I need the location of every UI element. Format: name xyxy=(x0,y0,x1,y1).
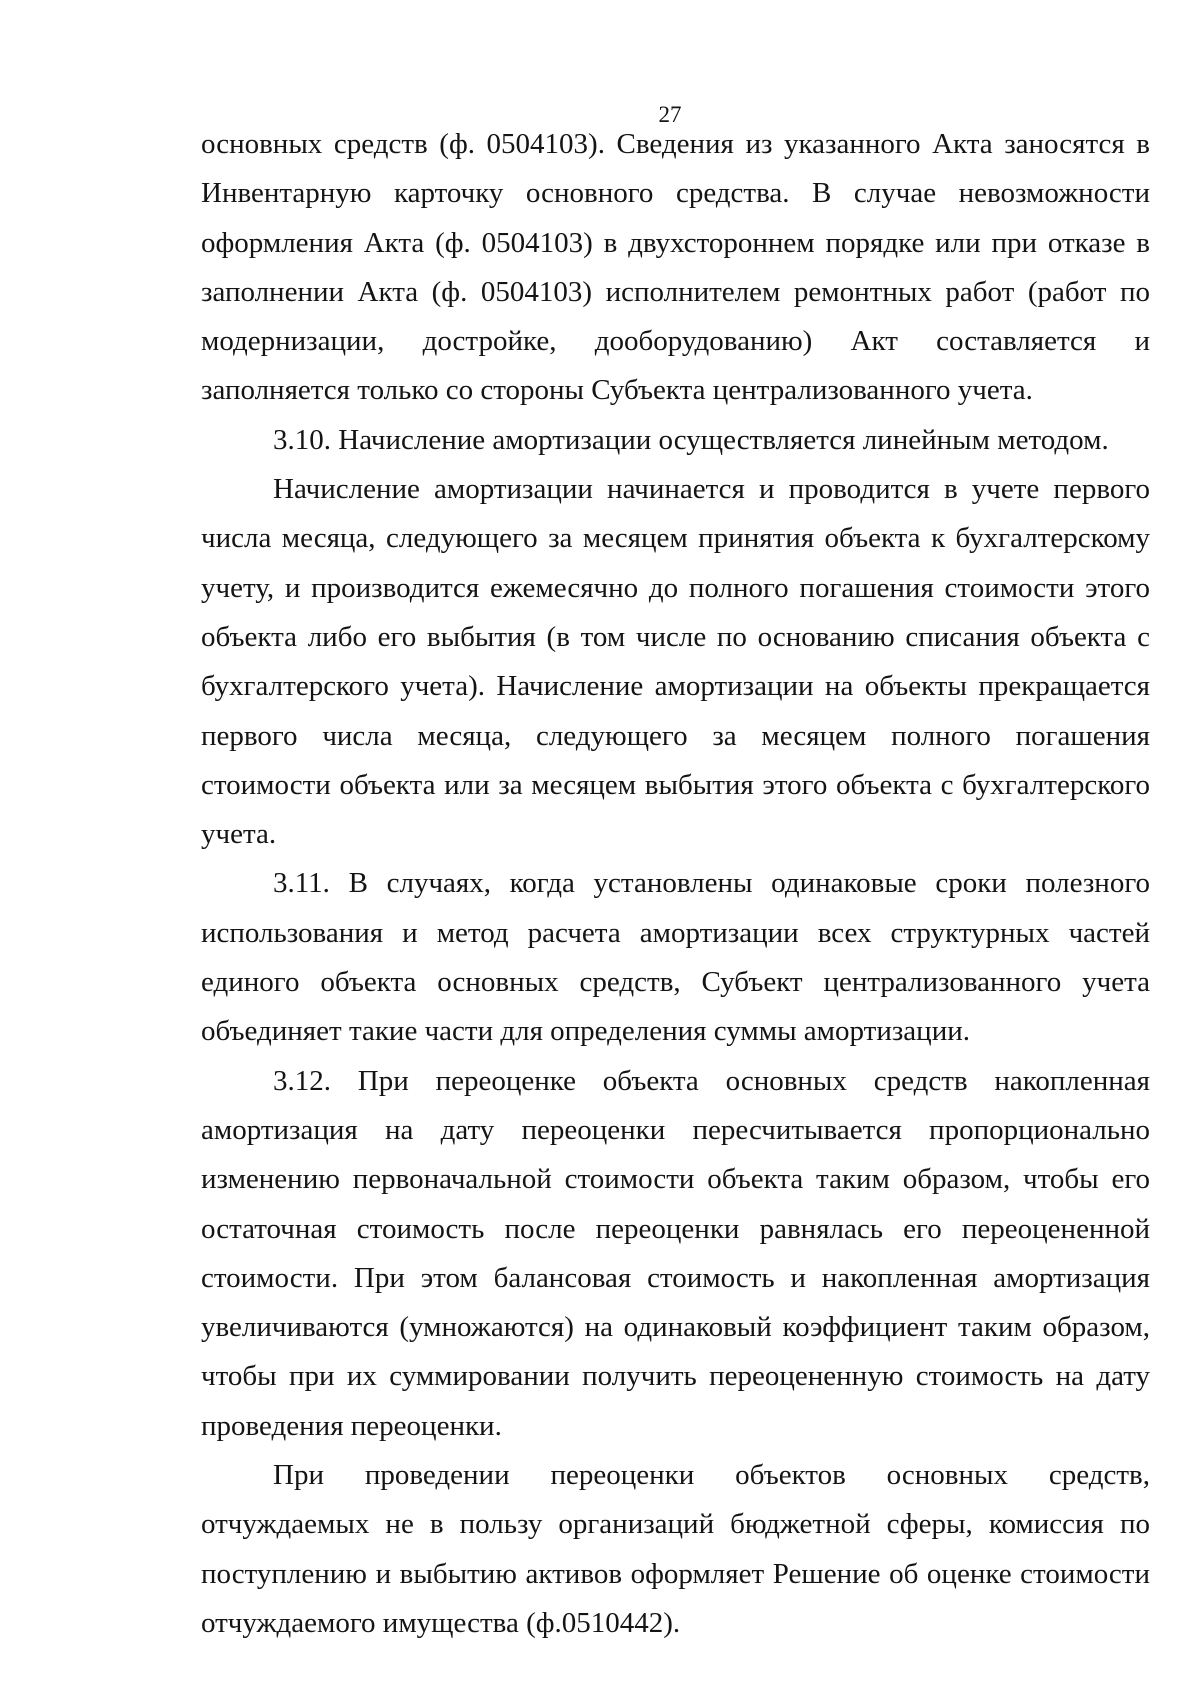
document-body xyxy=(201,120,1150,1648)
paragraph-3-10: 3.10. Начисление амортизации осуществляется линейным методом. xyxy=(273,423,1109,456)
page-number: 27 xyxy=(658,102,682,127)
paragraph-continuation: основных средств (ф. 0504103). Сведения из указанного Акта заносятся в Инвентарную карточку основного средства. В случае невозможности оформления Акта (ф. 0504103) в двухстороннем порядке или при отказе в заполнении Акта (ф. 0504103) исполнителем ремонтных работ (работ по модернизации, достройке, дооборудованию) Акт составляется и заполняется только со стороны Субъекта централизованного учета. xyxy=(201,128,1150,407)
paragraph-revaluation-decision: При проведении переоценки объектов основных средств, отчуждаемых не в пользу организаций бюджетной сферы, комиссия по поступлению и выбытию активов оформляет Решение об оценке стоимости отчуждаемого имущества (ф.0510442). xyxy=(201,1459,1150,1639)
paragraph-3-11: 3.11. В случаях, когда установлены одинаковые сроки полезного использования и метод расчета амортизации всех структурных частей единого объекта основных средств, Субъект централизованного учета объединяет такие части для определения суммы амортизации. xyxy=(201,867,1150,1048)
paragraph-depreciation-start: Начисление амортизации начинается и проводится в учете первого числа месяца, следующего за месяцем принятия объекта к бухгалтерскому учету, и производится ежемесячно до полного погашения стоимости этого объекта либо его выбытия (в том числе по основанию списания объекта с бухгалтерского учета). Начисление амортизации на объекты прекращается первого числа месяца, следующего за месяцем полного погашения стоимости объекта или за месяцем выбытия этого объекта с бухгалтерского учета. xyxy=(201,473,1150,851)
paragraph-3-12: 3.12. При переоценке объекта основных средств накопленная амортизация на дату переоценки пересчитывается пропорционально изменению первоначальной стоимости объекта таким образом, чтобы его остаточная стоимость после переоценки равнялась его переоцененной стоимости. При этом балансовая стоимость и накопленная амортизация увеличиваются (умножаются) на одинаковый коэффициент таким образом, чтобы при их суммировании получить переоцененную стоимость на дату проведения переоценки. xyxy=(201,1064,1150,1442)
